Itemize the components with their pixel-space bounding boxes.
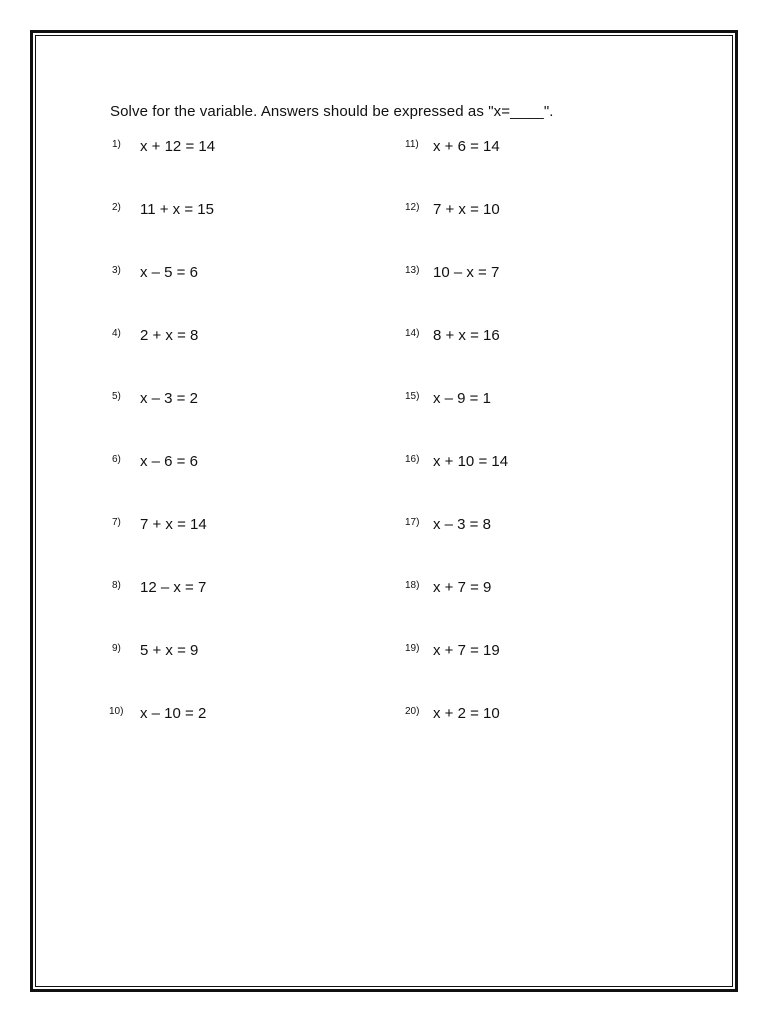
problem-number: 16) [405, 454, 420, 465]
problem-equation: x + 10 = 14 [433, 453, 509, 470]
problem-item [405, 201, 685, 264]
problem-equation: 10 – x = 7 [433, 264, 500, 281]
problem-item [405, 516, 685, 579]
problem-column-left [109, 138, 392, 768]
problem-item [405, 642, 685, 705]
problem-number: 12) [405, 202, 420, 213]
problem-number: 14) [405, 328, 420, 339]
problem-item [112, 642, 392, 705]
problem-equation: x – 10 = 2 [140, 705, 207, 722]
problem-item [109, 705, 392, 768]
problem-item [112, 516, 392, 579]
worksheet-instructions: Solve for the variable. Answers should be expressed as "x=____". [110, 103, 554, 120]
problem-item [112, 453, 392, 516]
problem-equation: x + 7 = 9 [433, 579, 492, 596]
problem-equation: x + 7 = 19 [433, 642, 500, 659]
problem-equation: x – 3 = 8 [433, 516, 491, 533]
problem-equation: x + 6 = 14 [433, 138, 500, 155]
problem-item [405, 327, 685, 390]
problem-number: 13) [405, 265, 420, 276]
problem-item [112, 201, 392, 264]
problem-equation: x – 6 = 6 [140, 453, 198, 470]
problem-item [405, 579, 685, 642]
problem-equation: 8 + x = 16 [433, 327, 500, 344]
problem-number: 4) [112, 328, 121, 339]
problem-number: 20) [405, 706, 420, 717]
problem-number: 7) [112, 517, 121, 528]
problem-item [112, 579, 392, 642]
problem-equation: 5 + x = 9 [140, 642, 199, 659]
problem-number: 8) [112, 580, 121, 591]
problem-number: 11) [405, 139, 419, 150]
problem-number: 1) [112, 139, 121, 150]
problem-item [405, 138, 685, 201]
problem-item [405, 705, 685, 768]
problem-equation: 11 + x = 15 [140, 201, 214, 218]
problem-equation: x – 9 = 1 [433, 390, 491, 407]
problem-number: 9) [112, 643, 121, 654]
problem-item [405, 390, 685, 453]
problem-item [112, 327, 392, 390]
problem-number: 5) [112, 391, 121, 402]
problem-equation: 2 + x = 8 [140, 327, 199, 344]
problem-item [405, 264, 685, 327]
problem-item [112, 138, 392, 201]
problem-number: 2) [112, 202, 121, 213]
problem-equation: 7 + x = 10 [433, 201, 500, 218]
problem-equation: x + 2 = 10 [433, 705, 500, 722]
problem-number: 15) [405, 391, 420, 402]
problem-item [112, 390, 392, 453]
problem-equation: 12 – x = 7 [140, 579, 207, 596]
problem-number: 6) [112, 454, 121, 465]
problem-number: 3) [112, 265, 121, 276]
problem-column-right [405, 138, 685, 768]
problem-number: 17) [405, 517, 420, 528]
problem-equation: x – 3 = 2 [140, 390, 198, 407]
problem-item [405, 453, 685, 516]
problem-item [112, 264, 392, 327]
problem-number: 18) [405, 580, 420, 591]
problem-equation: x + 12 = 14 [140, 138, 216, 155]
problem-equation: 7 + x = 14 [140, 516, 207, 533]
problem-number: 19) [405, 643, 420, 654]
problem-equation: x – 5 = 6 [140, 264, 198, 281]
problem-number: 10) [109, 706, 124, 717]
